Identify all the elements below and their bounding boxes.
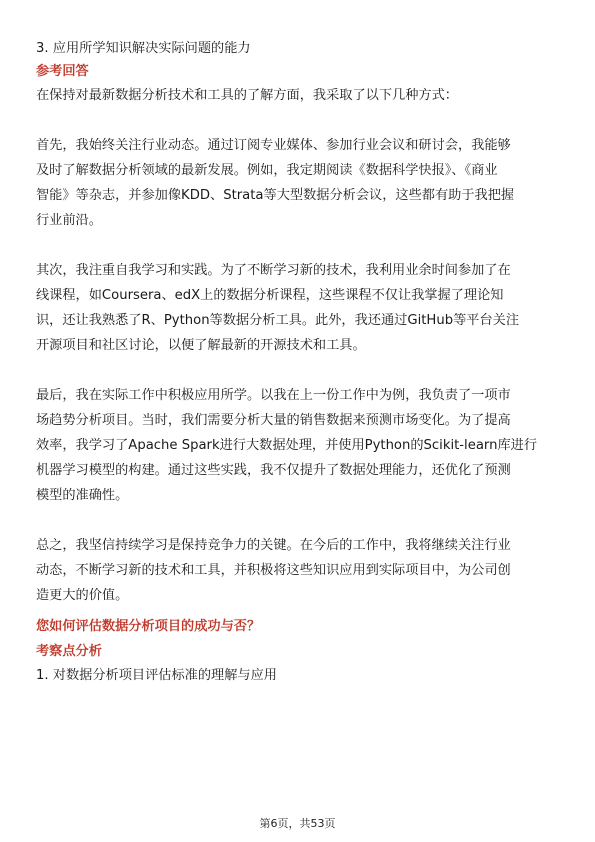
paragraph-gap <box>36 358 556 383</box>
para3-line2: 场趋势分析项目。当时，我们需要分析大量的销售数据来预测市场变化。为了提高 <box>36 413 511 428</box>
question-heading: 您如何评估数据分析项目的成功与否？ <box>36 619 261 634</box>
para3-line5: 模型的准确性。 <box>36 488 129 503</box>
para4-line1: 总之，我坚信持续学习是保持竞争力的关键。在今后的工作中，我将继续关注行业 <box>36 538 511 553</box>
para2-line4: 开源项目和社区讨论，以便了解最新的开源技术和工具。 <box>36 338 366 353</box>
analysis-item-1: 1. 对数据分析项目评估标准的理解与应用 <box>36 668 277 683</box>
reference-answer-heading: 参考回答 <box>36 64 89 79</box>
list-item-3: 3. 应用所学知识解决实际问题的能力 <box>36 41 251 56</box>
paragraph-gap <box>36 233 556 258</box>
para4-line2: 动态，不断学习新的技术和工具，并积极将这些知识应用到实际项目中，为公司创 <box>36 563 511 578</box>
page-content <box>36 36 556 688</box>
para1-line4: 行业前沿。 <box>36 213 102 228</box>
analysis-heading: 考察点分析 <box>36 644 102 659</box>
para1-line2: 及时了解数据分析领域的最新发展。例如，我定期阅读《数据科学快报》、《商业 <box>36 163 498 178</box>
para3-line4: 机器学习模型的构建。通过这些实践，我不仅提升了数据处理能力，还优化了预测 <box>36 463 511 478</box>
intro-line: 在保持对最新数据分析技术和工具的了解方面，我采取了以下几种方式： <box>36 88 458 103</box>
paragraph-gap <box>36 108 556 133</box>
para2-line3: 识，还让我熟悉了R、Python等数据分析工具。此外，我还通过GitHub等平台关注 <box>36 313 520 328</box>
para2-line1: 其次，我注重自我学习和实践。为了不断学习新的技术，我利用业余时间参加了在 <box>36 263 511 278</box>
para1-line3: 智能》等杂志，并参加像KDD、Strata等大型数据分析会议，这些都有助于我把握 <box>36 188 515 203</box>
para2-line2: 线课程，如Coursera、edX上的数据分析课程，这些课程不仅让我掌握了理论知 <box>36 288 504 303</box>
para4-line3: 造更大的价值。 <box>36 588 129 603</box>
para3-line3: 效率，我学习了Apache Spark进行大数据处理，并使用Python的Scikit-learn库进行 <box>36 438 538 453</box>
para1-line1: 首先，我始终关注行业动态。通过订阅专业媒体、参加行业会议和研讨会，我能够 <box>36 138 511 153</box>
paragraph-gap <box>36 508 556 533</box>
page-number: 第6页，共53页 <box>259 817 336 830</box>
para3-line1: 最后，我在实际工作中积极应用所学。以我在上一份工作中为例，我负责了一项市 <box>36 388 511 403</box>
